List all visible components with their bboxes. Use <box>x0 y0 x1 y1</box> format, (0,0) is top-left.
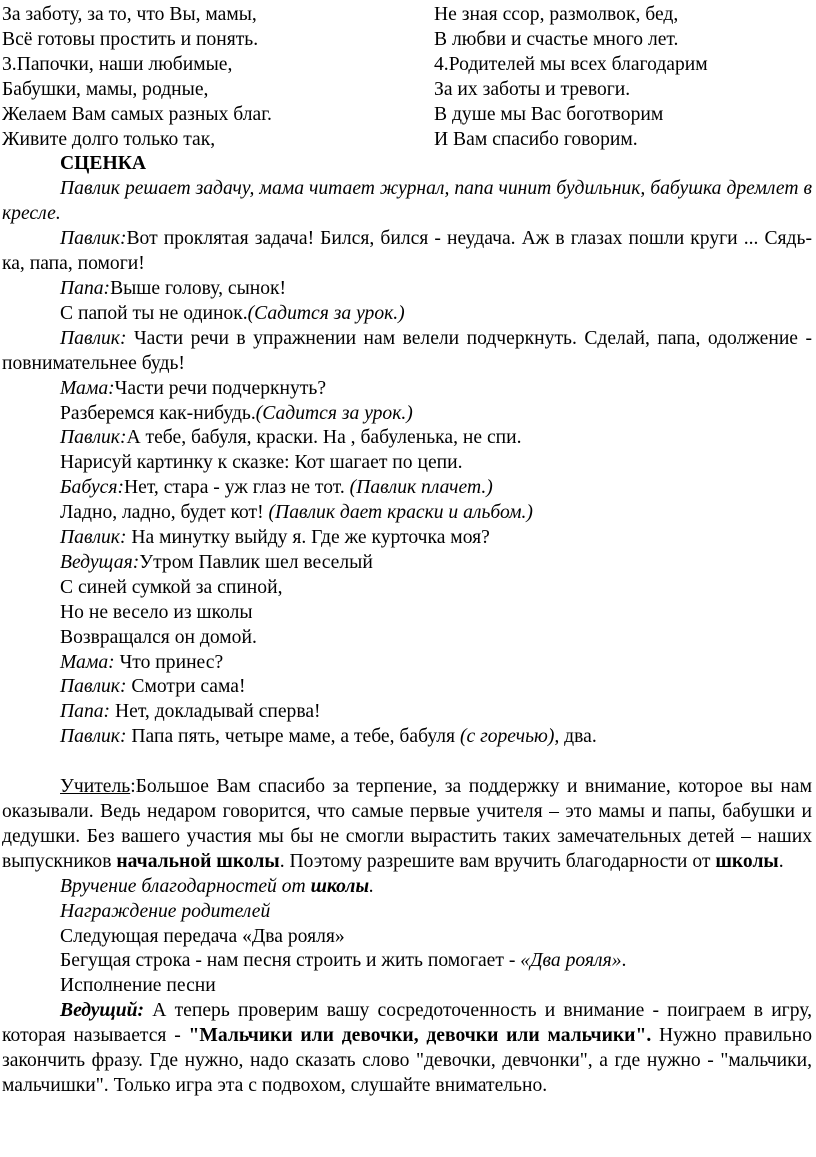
dialogue-text: два. <box>559 726 597 748</box>
stage-note: (Павлик плачет.) <box>349 477 493 499</box>
song-title: «Два рояля» <box>520 950 622 972</box>
dialogue-text: С папой ты не одинок. <box>60 302 248 324</box>
dialogue-mama-1 <box>2 377 812 402</box>
teacher-speech <box>2 775 812 875</box>
dialogue-pavlik-5 <box>2 675 812 700</box>
dialogue-pavlik-3-cont <box>2 451 812 476</box>
poem-line: В душе мы Вас боготворим <box>434 103 664 125</box>
poem-line: И Вам спасибо говорим. <box>434 128 638 150</box>
dialogue-text: Что принес? <box>114 651 224 673</box>
program-text: Бегущая строка - нам песня строить и жить помогает - <box>60 950 521 972</box>
poem-line: В любви и счастье много лет. <box>434 28 679 50</box>
dialogue-text: Нарисуй картинку к сказке: Кот шагает по цепи. <box>60 452 463 474</box>
role-label: Павлик: <box>60 327 127 349</box>
dialogue-babusya-cont <box>2 501 812 526</box>
role-label: Бабуся: <box>60 477 124 499</box>
role-label: Павлик: <box>60 676 127 698</box>
dialogue-text: Нужно правильно закончить фразу. Где нужно, надо сказать слово "девочки, девчонки", а где нужно - "мальчики, мальчишки". Только игра эта с подвохом, слушайте внимательно. <box>2 1025 812 1096</box>
narration-line: Возвращался он домой. <box>60 626 257 648</box>
dialogue-text: Нет, стара - уж глаз не тот. <box>123 477 350 499</box>
dialogue-text: На минутку выйду я. Где же курточка моя? <box>126 527 490 549</box>
poem-line: За заботу, за то, что Вы, мамы, <box>2 4 257 25</box>
program-award-2: Награждение родителей <box>60 900 271 922</box>
dialogue-text: Смотри сама! <box>126 676 246 698</box>
dialogue-text: Выше голову, сынок! <box>110 277 287 299</box>
dialogue-babusya <box>2 476 812 501</box>
dialogue-text: А теперь проверим вашу сосредоточенность и внимание - поиграем в игру, которая называется - <box>2 1000 812 1047</box>
narration-vedushchaya <box>2 551 812 576</box>
dialogue-text: Нет, докладывай сперва! <box>110 701 321 723</box>
emphasis-text: начальной школы <box>116 850 280 872</box>
dialogue-text: . Поэтому разрешите вам вручить благодарности от <box>279 850 716 872</box>
program-text: . <box>621 950 627 972</box>
emphasis-text: школы <box>715 850 779 872</box>
program-song: Исполнение песни <box>60 975 216 997</box>
program-next: Следующая передача «Два рояля» <box>60 925 345 947</box>
dialogue-text: Разберемся как-нибудь. <box>60 402 256 424</box>
program-award-1 <box>2 875 812 900</box>
dialogue-mama-1-cont <box>2 402 812 427</box>
dialogue-pavlik-6 <box>2 725 812 750</box>
program-ticker <box>2 949 812 974</box>
role-label: Папа: <box>60 701 111 723</box>
role-label: Ведущий: <box>60 1000 145 1022</box>
poem-left-column <box>2 3 434 152</box>
poem-line: Всё готовы простить и понять. <box>2 28 259 50</box>
role-label: Павлик: <box>60 726 127 748</box>
dialogue-pavlik-3 <box>2 426 812 451</box>
dialogue-text: А тебе, бабуля, краски. На , бабуленька, не спи. <box>126 427 522 449</box>
document-page <box>2 3 812 1099</box>
narration-line: С синей сумкой за спиной, <box>60 576 283 598</box>
role-label: Мама: <box>60 377 115 399</box>
poem-line: 4.Родителей мы всех благодарим <box>434 53 708 75</box>
scene-heading: СЦЕНКА <box>60 153 147 175</box>
role-label: Учитель <box>60 776 131 798</box>
poem-line: Бабушки, мамы, родные, <box>2 78 209 100</box>
program-text: . <box>369 875 374 897</box>
blank-line <box>2 750 812 775</box>
game-title: "Мальчики или девочки, девочки или мальчики". <box>188 1025 652 1047</box>
dialogue-papa-1 <box>2 277 812 302</box>
stage-note: (с горечью), <box>459 726 560 748</box>
emphasis-text: школы <box>310 875 370 897</box>
role-label: Павлик: <box>60 228 127 250</box>
dialogue-papa-2 <box>2 700 812 725</box>
role-label: Павлик: <box>60 427 127 449</box>
dialogue-text: . <box>778 850 784 872</box>
dialogue-text: Части речи в упражнении нам велели подчеркнуть. Сделай, папа, одолжение - повнимательнее будь! <box>2 327 812 374</box>
dialogue-text: : <box>130 776 136 798</box>
poem-line: 3.Папочки, наши любимые, <box>2 53 233 75</box>
dialogue-pavlik-4 <box>2 526 812 551</box>
role-label: Павлик: <box>60 527 127 549</box>
dialogue-text: Вот проклятая задача! Бился, бился - неудача. Аж в глазах пошли круги ... Сядь-ка, папа, помоги! <box>2 228 812 275</box>
poem-right-column <box>434 3 812 152</box>
poem-columns <box>2 3 812 152</box>
stage-direction: Павлик решает задачу, мама читает журнал, папа чинит будильник, бабушка дремлет в кресле. <box>2 178 812 225</box>
dialogue-text: Части речи подчеркнуть? <box>114 377 327 399</box>
host-speech <box>2 999 812 1099</box>
dialogue-text: Папа пять, четыре маме, а тебе, бабуля <box>126 726 460 748</box>
poem-line: Живите долго только так, <box>2 128 216 150</box>
poem-line: Не зная ссор, размолвок, бед, <box>434 4 679 25</box>
narration-line: Но не весело из школы <box>60 601 253 623</box>
dialogue-text: Большое Вам спасибо за терпение, за поддержку и внимание, которое вы нам оказывали. Ведь недаром говорится, что самые первые учителя – это мамы и папы, бабушки и дедушки. Без вашего участия мы бы не смогли вырастить таких замечательных детей – наших выпускников <box>2 776 812 872</box>
stage-note: (Садится за урок.) <box>247 302 405 324</box>
dialogue-pavlik-1 <box>2 227 812 277</box>
dialogue-papa-1-cont <box>2 302 812 327</box>
role-label: Папа: <box>60 277 111 299</box>
dialogue-pavlik-2 <box>2 327 812 377</box>
dialogue-mama-2 <box>2 651 812 676</box>
poem-line: За их заботы и тревоги. <box>434 78 631 100</box>
dialogue-text: Утром Павлик шел веселый <box>139 551 373 573</box>
poem-line: Желаем Вам самых разных благ. <box>2 103 272 125</box>
role-label: Ведущая: <box>60 551 140 573</box>
dialogue-text: Ладно, ладно, будет кот! <box>60 502 269 524</box>
stage-note: (Павлик дает краски и альбом.) <box>268 502 533 524</box>
stage-note: (Садится за урок.) <box>255 402 413 424</box>
role-label: Мама: <box>60 651 115 673</box>
program-text: Вручение благодарностей от <box>60 875 311 897</box>
